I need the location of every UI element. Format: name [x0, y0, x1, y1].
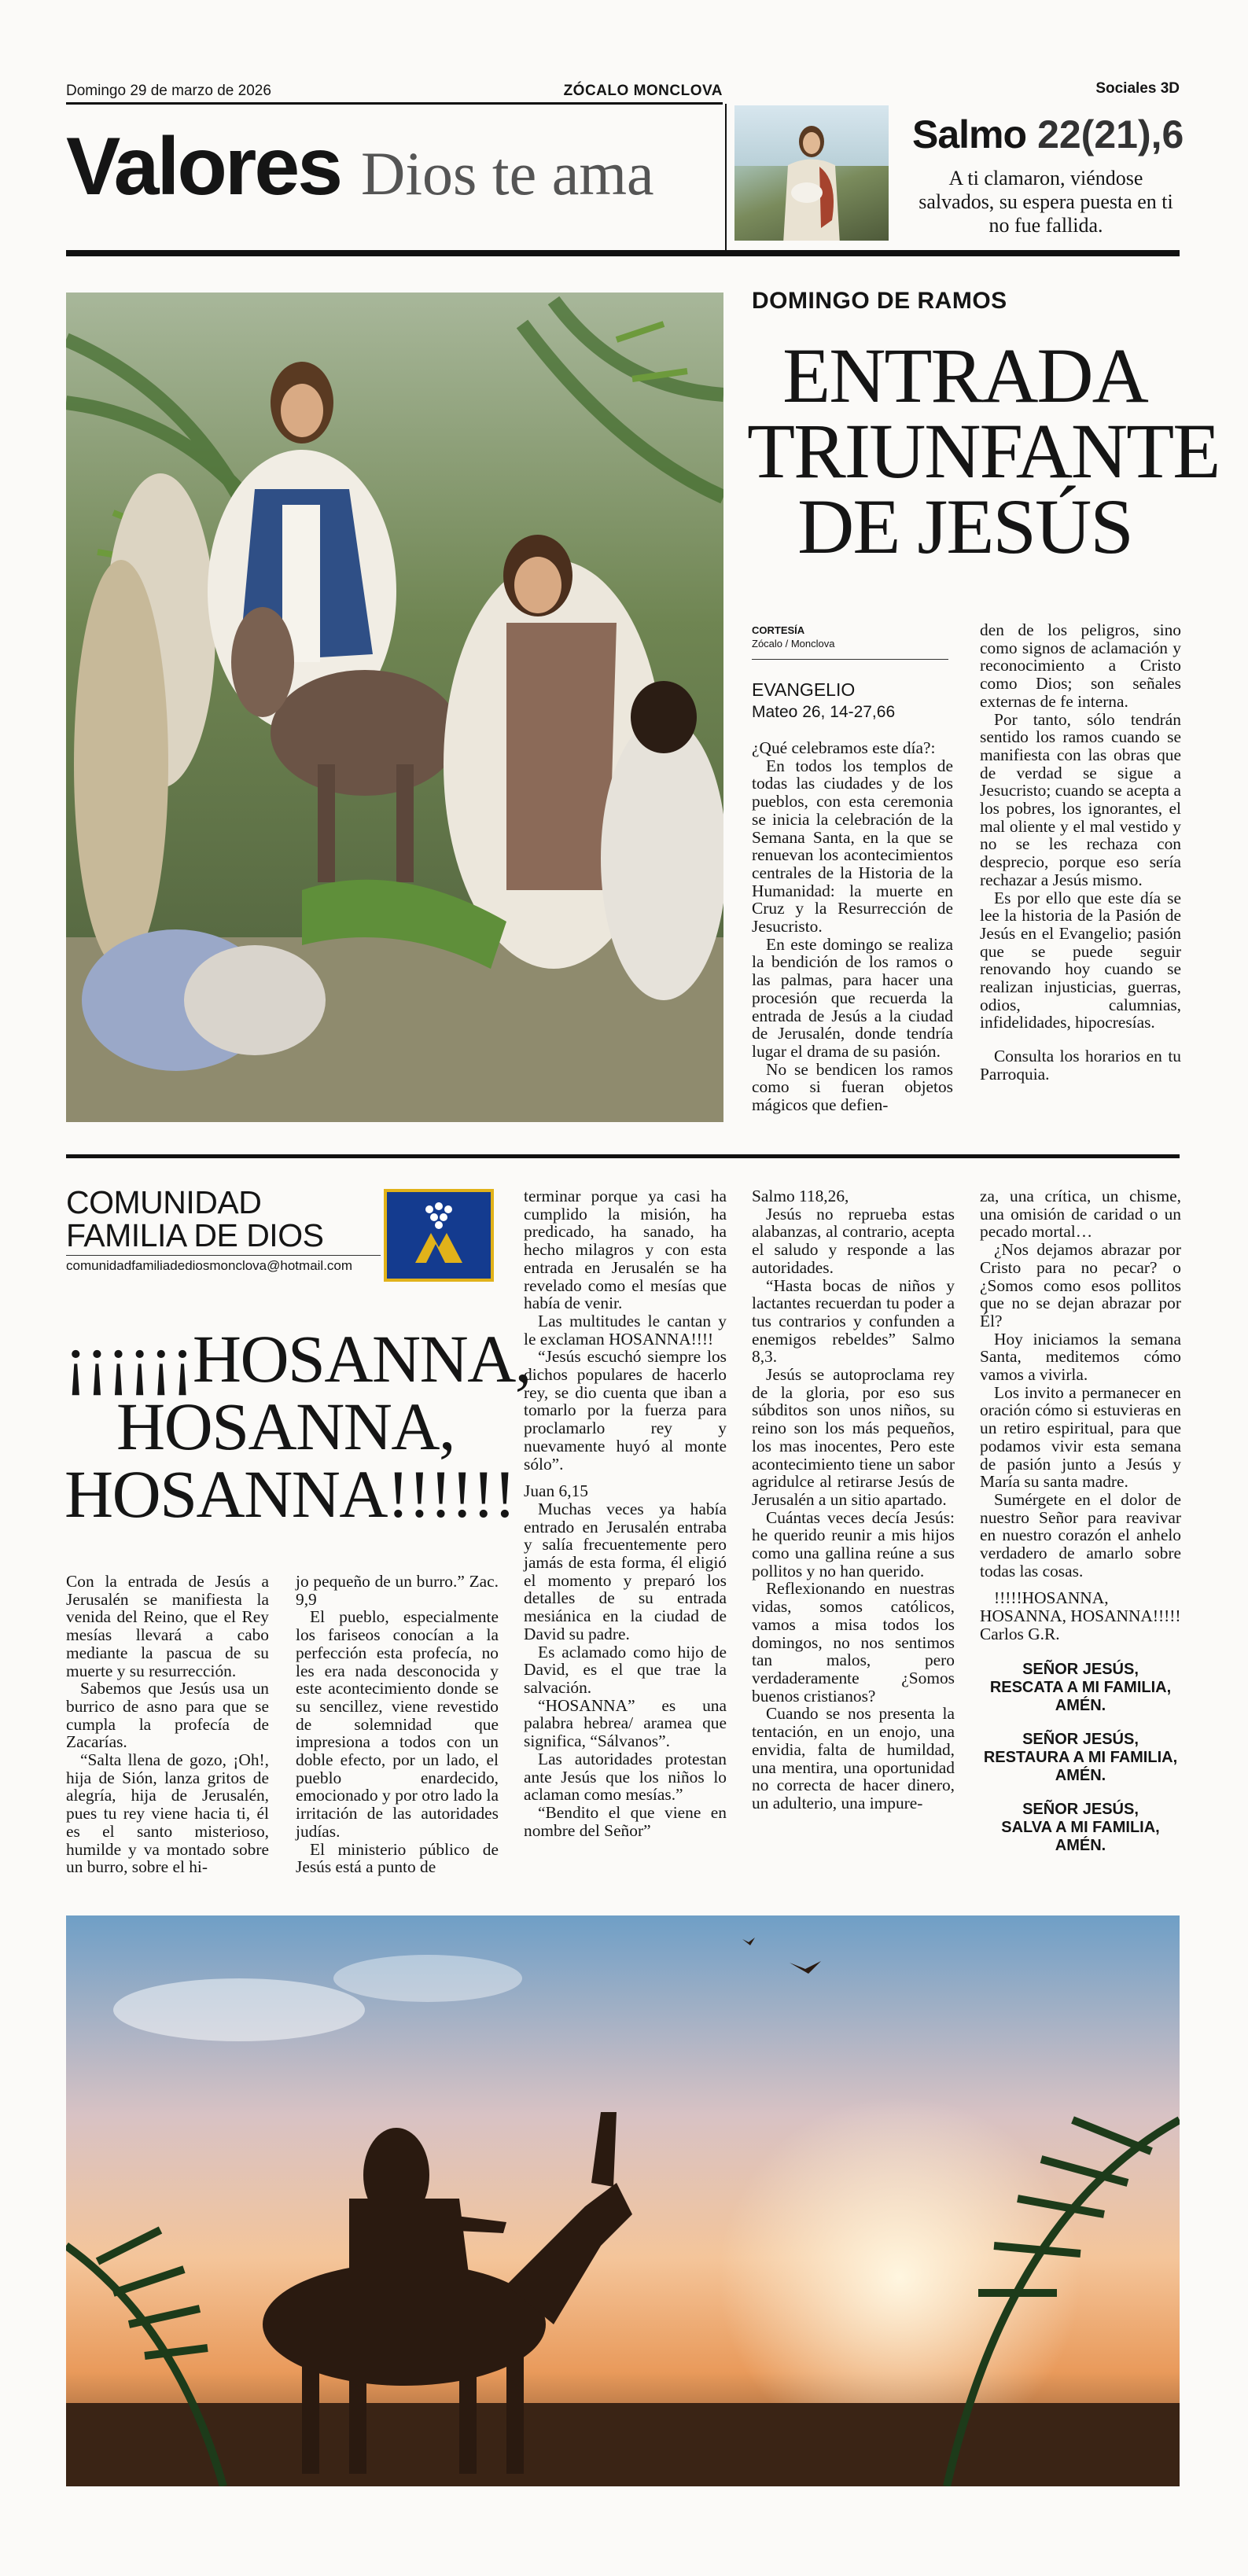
- paragraph: El pueblo, especialmente los fariseos conocían a la perfección esta profecía, no les era nada desconocida y este acontecimiento donde se su sencillez, viene revestido de solemnidad que impresiona a todos con un doble efecto, por un lado, el pueblo enardecido, emocionado y por otro lado la irritación de las autoridades judías.: [296, 1607, 499, 1841]
- paragraph: “Hasta bocas de niños y lactantes recuerdan tu poder a tus contrarios y confunden a enemigos rebeldes” Salmo 8,3.: [752, 1275, 955, 1367]
- article-kicker: DOMINGO DE RAMOS: [752, 288, 1007, 314]
- paragraph: Muchas veces ya había entrado en Jerusalén entraba y salía frecuentemente pero jamás de esta forma, él eligió el momento y preparó los detalles de su entrada mesiánica en la ciudad de David su padre.: [524, 1499, 727, 1643]
- paragraph: Sabemos que Jesús usa un burrico de asno para que se cumpla la profecía de Zacarías.: [66, 1679, 269, 1752]
- article-headline: [747, 332, 1220, 570]
- author: Carlos G.R.: [980, 1624, 1060, 1643]
- prayer-line: RESCATA A MI FAMILIA,: [989, 1678, 1172, 1696]
- article-column-2: [980, 621, 1181, 1084]
- paragraph: Jesús no reprueba estas alabanzas, al contrario, acepta el saludo y responde a las autoridades.: [752, 1204, 955, 1277]
- page-number: Sociales 3D: [1095, 80, 1180, 97]
- community-column-1: [66, 1573, 269, 1876]
- paragraph: !!!!!HOSANNA, HOSANNA, HOSANNA!!!!!: [980, 1588, 1181, 1626]
- paragraph: No se bendicen los ramos como si fueran objetos mágicos que defien-: [752, 1059, 953, 1115]
- paragraph: “Bendito el que viene en nombre del Señor”: [524, 1802, 727, 1840]
- paragraph: Juan 6,15: [524, 1481, 588, 1501]
- salmo-verse: A ti clamaron, viéndose salvados, su espera puesta en ti no fue fallida.: [919, 167, 1173, 237]
- paragraph: En este domingo se realiza la bendición de los ramos o las palmas, para hacer una procesión que recuerda la entrada de Jesús a la ciudad de Jerusalén, donde tendría lugar el drama de su pasión.: [752, 934, 953, 1061]
- paragraph: Consulta los horarios en tu Parroquia.: [980, 1047, 1181, 1084]
- middle-rule: [66, 1154, 1180, 1158]
- prayer-line: AMÉN.: [1055, 1696, 1106, 1714]
- prayer: [980, 1661, 1181, 1715]
- paragraph: den de los peligros, sino como signos de aclamación y reconocimiento a Cristo como Dios; son señales externas de fe interna.: [980, 620, 1181, 711]
- paragraph: Salmo 118,26,: [752, 1187, 849, 1205]
- community-column-3: [524, 1187, 727, 1839]
- prayer-line: AMÉN.: [1055, 1836, 1106, 1854]
- issue-date: Domingo 29 de marzo de 2026: [66, 83, 271, 99]
- community-name-line: FAMILIA DE DIOS: [66, 1217, 324, 1253]
- paragraph: “Jesús escuchó siempre los dichos populares de hacerlo rey, se dio cuenta que iban a tomarlo por la fuerza para proclamarlo rey y nuevamente huyó al monte sólo”.: [524, 1347, 727, 1474]
- prayer-line: SEÑOR JESÚS,: [1022, 1660, 1139, 1678]
- community-rule: [66, 1255, 381, 1256]
- triumphal-entry-illustration: [66, 293, 723, 1122]
- prayer-line: SEÑOR JESÚS,: [1022, 1800, 1139, 1818]
- paragraph: Con la entrada de Jesús a Jerusalén se manifiesta la venida del Reino, que el Rey mesías llevará a cabo mediante la pascua de su muerte y su resurrección.: [66, 1572, 269, 1680]
- community-name: [66, 1186, 381, 1252]
- community-column-5: [980, 1187, 1181, 1871]
- section-title: Valores: [66, 121, 341, 212]
- newspaper-name: ZÓCALO MONCLOVA: [563, 83, 723, 99]
- headline-line: ENTRADA: [782, 332, 1147, 419]
- masthead-divider: [725, 104, 727, 253]
- paragraph: za, una crítica, un chisme, una omisión de caridad o un pecado mortal…: [980, 1187, 1181, 1242]
- evangelio-reference: Mateo 26, 14-27,66: [752, 703, 896, 721]
- prayer: [980, 1731, 1181, 1785]
- prayer-line: SALVA A MI FAMILIA,: [1001, 1818, 1160, 1836]
- paragraph: Por tanto, sólo tendrán sentido los ramos cuando se manifiesta con las obras que de verdad se sigue a Jesucristo; cuando se acepta a los pobres, los ignorantes, el mal oliente y el mal vestido y no se les rechaza con desprecio, porque eso sería rechazar a Jesús mismo.: [980, 709, 1181, 889]
- community-name-line: COMUNIDAD: [66, 1184, 262, 1220]
- masthead-rule: [66, 250, 1180, 256]
- top-rule: [66, 102, 723, 105]
- donkey-sunset-illustration: [66, 1915, 1180, 2486]
- top-meta-line: [66, 80, 723, 102]
- headline-line: HOSANNA,: [116, 1389, 455, 1464]
- paragraph: Es por ello que este día se lee la historia de la Pasión de Jesús en el Evangelio; pasión que se puede seguir renovando hoy cuando se realizan injusticias, guerras, odios, calumnias, infidelidades, hipocresías.: [980, 888, 1181, 1032]
- salmo-heading: [912, 112, 1184, 159]
- paragraph: ¿Nos dejamos abrazar por Cristo para no pecar? o ¿Somos como esos pollitos que no se dejan abrazar por Él?: [980, 1240, 1181, 1330]
- article-credit: [752, 624, 948, 650]
- shepherd-illustration: [734, 105, 889, 241]
- prayer: [980, 1801, 1181, 1855]
- paragraph: Cuántas veces decía Jesús: he querido reunir a mis hijos como una gallina reúne a sus pollitos y no han querido.: [752, 1507, 955, 1581]
- paragraph: Las multitudes le cantan y le exclaman HOSANNA!!!!: [524, 1311, 727, 1349]
- jesus-figure-icon: [780, 118, 843, 241]
- community-logo-icon: [384, 1189, 494, 1282]
- paragraph: Sumérgete en el dolor de nuestro Señor para reavivar en nuestro corazón el anhelo verdadero de amarlo sobre todas las cosas.: [980, 1489, 1181, 1581]
- salmo-reference: 22(21),6: [1037, 112, 1184, 156]
- prayer-line: SEÑOR JESÚS,: [1022, 1730, 1139, 1748]
- paragraph: ¿Qué celebramos este día?:: [752, 738, 936, 757]
- evangelio-label: EVANGELIO: [752, 679, 856, 700]
- paragraph: Hoy iniciamos la semana Santa, meditemos cómo vamos a vivirla.: [980, 1329, 1181, 1385]
- prayer-line: AMÉN.: [1055, 1766, 1106, 1784]
- prayers: [980, 1661, 1181, 1855]
- paragraph: Los invito a permanecer en oración cómo si estuvieras en un retiro espiritual, para que podamos vivir esta semana de pasión junto a Jesús y María su santa madre.: [980, 1382, 1181, 1492]
- paragraph: Jesús se autoproclama rey de la gloria, por eso sus súbditos son unos niños, su reino son los más pequeños, los mas inocentes, Pero este acontecimiento tiene un sabor agridulce al retirarse Jesús de Jerusalén a un sitio apartado.: [752, 1365, 955, 1509]
- headline-line: HOSANNA!!!!!!: [64, 1456, 515, 1532]
- article-column-1: [752, 739, 953, 1114]
- community-email: comunidadfamiliadediosmonclova@hotmail.com: [66, 1258, 353, 1273]
- paragraph: jo pequeño de un burro.” Zac. 9,9: [296, 1572, 499, 1609]
- masthead: [66, 121, 727, 220]
- paragraph: “Salta llena de gozo, ¡Oh!, hija de Sión, lanza gritos de alegría, hija de Jerusalén, pues tu rey viene hacia ti, él es el santo misterioso, humilde y va montado sobre un burro, sobre el hi-: [66, 1750, 269, 1877]
- prayer-line: RESTAURA A MI FAMILIA,: [983, 1748, 1178, 1766]
- headline-line: ¡¡¡¡¡¡HOSANNA,: [64, 1321, 531, 1397]
- credit-label: CORTESÍA: [752, 624, 805, 636]
- salmo-word: Salmo: [912, 112, 1027, 156]
- section-subtitle: Dios te ama: [361, 139, 654, 208]
- community-column-2: [296, 1573, 499, 1876]
- paragraph: Reflexionando en nuestras vidas, somos católicos, vamos a misa todos los domingos, no nos sentimos tan malos, pero verdaderamente ¿Somos buenos cristianos?: [752, 1579, 955, 1706]
- paragraph: El ministerio público de Jesús está a punto de: [296, 1839, 499, 1877]
- paragraph: Es aclamado como hijo de David, es el que trae la salvación.: [524, 1642, 727, 1697]
- paragraph: Las autoridades protestan ante Jesús que los niños lo aclaman como mesías.”: [524, 1749, 727, 1805]
- community-headline: [64, 1321, 531, 1532]
- community-column-4: [752, 1187, 955, 1812]
- headline-line: TRIUNFANTE: [747, 407, 1220, 495]
- credit-rule: [752, 659, 948, 660]
- credit-place: Zócalo / Monclova: [752, 638, 835, 650]
- paragraph: En todos los templos de todas las ciudades y de los pueblos, con esta ceremonia se inicia la celebración de la Semana Santa, en la que se renuevan los acontecimientos centrales de la Historia de la Humanidad: la muerte en Cruz y la Resurrección de Jesucristo.: [752, 756, 953, 937]
- headline-line: DE JESÚS: [797, 483, 1132, 570]
- paragraph: “HOSANNA” es una palabra hebrea/ aramea que significa, “Sálvanos”.: [524, 1695, 727, 1751]
- paragraph: terminar porque ya casi ha cumplido la misión, ha predicado, ha sanado, ha hecho milagros y con esta entrada en Jerusalén se ha revelado como el mesías que había de venir.: [524, 1187, 727, 1313]
- paragraph: Cuando se nos presenta la tentación, en un enojo, una envidia, falta de humildad, una mentira, una oportunidad no correcta de hacer dinero, un adulterio, una impure-: [752, 1704, 955, 1812]
